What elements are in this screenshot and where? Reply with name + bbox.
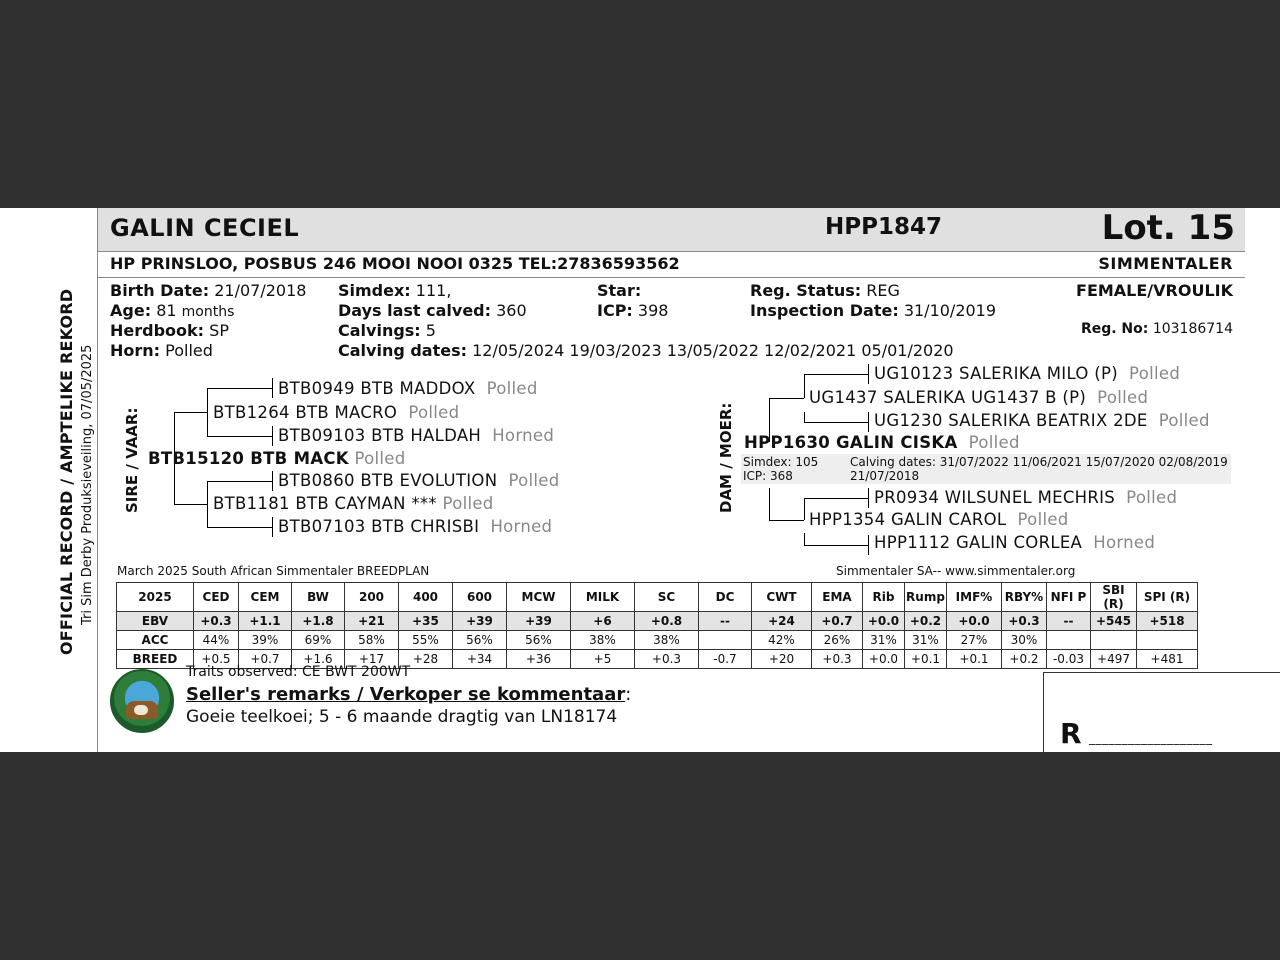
- table-cell: +6: [571, 612, 635, 631]
- table-cell: 55%: [399, 631, 453, 650]
- dam-label: DAM / MOER:: [717, 402, 735, 513]
- price-box: [1043, 672, 1280, 753]
- table-cell: [1137, 631, 1198, 650]
- tree-line: [804, 412, 805, 422]
- sire-sire: BTB1264 BTB MACRO Polled: [213, 403, 460, 422]
- icp: ICP: 398: [597, 301, 669, 320]
- remarks-heading: Seller's remarks / Verkoper se kommentaar:: [186, 684, 632, 705]
- table-cell: 31%: [863, 631, 905, 650]
- traits-observed: Traits observed: CE BWT 200WT: [186, 664, 411, 680]
- table-cell: +0.7: [239, 650, 292, 669]
- table-cell: SBI (R): [1091, 583, 1137, 612]
- table-cell: +20: [752, 650, 812, 669]
- table-cell: CEM: [239, 583, 292, 612]
- official-record-label: OFFICIAL RECORD / AMPTELIKE REKORD: [57, 288, 76, 655]
- table-cell: +0.0: [947, 612, 1002, 631]
- birth-date: Birth Date: 21/07/2018: [110, 281, 307, 300]
- table-cell: BW: [292, 583, 345, 612]
- table-row-label: EBV: [117, 612, 194, 631]
- animal-name: GALIN CECIEL: [110, 214, 300, 242]
- table-cell: +0.2: [905, 612, 947, 631]
- table-cell: +497: [1091, 650, 1137, 669]
- auction-label: Tri Sim Derby Produksieveiling, 07/05/2025: [80, 344, 95, 625]
- tree-line: [769, 520, 804, 521]
- table-cell: 31%: [905, 631, 947, 650]
- calving-dates: Calving dates: 12/05/2024 19/03/2023 13/05/2022 12/02/2021 05/01/2020: [338, 341, 954, 360]
- age: Age: 81 months: [110, 301, 235, 320]
- table-cell: 42%: [752, 631, 812, 650]
- table-cell: EMA: [812, 583, 863, 612]
- table-cell: +545: [1091, 612, 1137, 631]
- table-cell: 38%: [571, 631, 635, 650]
- tree-line: [868, 364, 869, 384]
- tree-line: [804, 498, 805, 520]
- table-cell: --: [1047, 612, 1091, 631]
- tree-line: [207, 388, 272, 389]
- header-bar: [98, 208, 1245, 252]
- reg-no: Reg. No: 103186714: [1080, 321, 1233, 337]
- reg-status: Reg. Status: REG: [750, 281, 900, 300]
- table-cell: --: [699, 612, 752, 631]
- dam-sire-dam: UG1230 SALERIKA BEATRIX 2DE Polled: [874, 411, 1210, 430]
- table-cell: +39: [507, 612, 571, 631]
- table-cell: +1.6: [292, 650, 345, 669]
- table-cell: +36: [507, 650, 571, 669]
- tree-line: [174, 412, 207, 413]
- table-cell: +0.3: [1002, 612, 1047, 631]
- sire: BTB15120 BTB MACK Polled: [148, 449, 406, 468]
- inspection-date: Inspection Date: 31/10/2019: [750, 301, 997, 320]
- ebv-row: [117, 612, 1198, 631]
- table-cell: +518: [1137, 612, 1198, 631]
- sire-sire-dam: BTB09103 BTB HALDAH Horned: [278, 426, 555, 445]
- table-cell: Rib: [863, 583, 905, 612]
- table-header-row: [117, 583, 1198, 612]
- table-cell: DC: [699, 583, 752, 612]
- table-cell: +5: [571, 650, 635, 669]
- table-cell: SC: [635, 583, 699, 612]
- dam-dam: HPP1354 GALIN CAROL Polled: [809, 510, 1069, 529]
- table-cell: +24: [752, 612, 812, 631]
- herdbook: Herdbook: SP: [110, 321, 229, 340]
- sire-sire-sire: BTB0949 BTB MADDOX Polled: [278, 379, 538, 398]
- table-cell: +0.3: [635, 650, 699, 669]
- dam-dam-dam: HPP1112 GALIN CORLEA Horned: [874, 533, 1156, 552]
- acc-row: [117, 631, 1198, 650]
- table-cell: 30%: [1002, 631, 1047, 650]
- table-cell: +1.1: [239, 612, 292, 631]
- table-cell: +0.8: [635, 612, 699, 631]
- table-cell: RBY%: [1002, 583, 1047, 612]
- calvings: Calvings: 5: [338, 321, 436, 340]
- tree-line: [272, 378, 273, 398]
- dam-sire: UG1437 SALERIKA UG1437 B (P) Polled: [809, 388, 1149, 407]
- r-line: ___________________: [1089, 731, 1213, 745]
- table-cell: MILK: [571, 583, 635, 612]
- table-cell: 26%: [812, 631, 863, 650]
- tree-line: [868, 535, 869, 555]
- table-cell: SPI (R): [1137, 583, 1198, 612]
- table-row-label: 2025: [117, 583, 194, 612]
- tree-line: [769, 488, 770, 520]
- tree-line: [272, 517, 273, 537]
- tree-line: [804, 374, 805, 398]
- table-cell: Rump: [905, 583, 947, 612]
- table-cell: 27%: [947, 631, 1002, 650]
- table-cell: 38%: [635, 631, 699, 650]
- table-cell: MCW: [507, 583, 571, 612]
- table-cell: 56%: [453, 631, 507, 650]
- breed-name: SIMMENTALER: [1098, 254, 1233, 273]
- tree-line: [804, 422, 868, 423]
- table-row-label: ACC: [117, 631, 194, 650]
- table-cell: -0.03: [1047, 650, 1091, 669]
- sire-dam: BTB1181 BTB CAYMAN *** Polled: [213, 494, 494, 513]
- table-cell: +35: [399, 612, 453, 631]
- table-cell: 58%: [345, 631, 399, 650]
- table-cell: +0.3: [194, 612, 239, 631]
- table-cell: +0.5: [194, 650, 239, 669]
- table-cell: 44%: [194, 631, 239, 650]
- table-cell: 400: [399, 583, 453, 612]
- table-cell: 56%: [507, 631, 571, 650]
- tree-line: [207, 481, 272, 482]
- table-cell: +1.8: [292, 612, 345, 631]
- dam-sire-sire: UG10123 SALERIKA MILO (P) Polled: [874, 364, 1181, 383]
- table-cell: +34: [453, 650, 507, 669]
- r-label: R: [1060, 717, 1082, 750]
- lot-number: Lot. 15: [1101, 208, 1235, 248]
- tree-line: [174, 504, 207, 505]
- tree-line: [804, 498, 868, 499]
- table-cell: +28: [399, 650, 453, 669]
- table-cell: 69%: [292, 631, 345, 650]
- table-cell: +21: [345, 612, 399, 631]
- table-cell: 39%: [239, 631, 292, 650]
- dam-calving-dates: Calving dates: 31/07/2022 11/06/2021 15/07/2020 02/08/2019: [850, 455, 1228, 469]
- table-cell: +0.0: [863, 612, 905, 631]
- table-cell: CWT: [752, 583, 812, 612]
- table-cell: -0.7: [699, 650, 752, 669]
- tree-line: [272, 426, 273, 446]
- table-cell: +0.1: [905, 650, 947, 669]
- dam-calving-dates-2: 21/07/2018: [850, 469, 920, 483]
- tree-line: [804, 374, 868, 375]
- seller-remarks: Goeie teelkoei; 5 - 6 maande dragtig van LN18174: [186, 707, 618, 727]
- owner-row: [98, 252, 1245, 278]
- sire-dam-sire: BTB0860 BTB EVOLUTION Polled: [278, 471, 560, 490]
- star: Star:: [597, 281, 642, 300]
- dam: HPP1630 GALIN CISKA Polled: [744, 433, 1020, 452]
- tree-line: [804, 533, 805, 545]
- table-cell: +481: [1137, 650, 1198, 669]
- table-cell: [699, 631, 752, 650]
- table-row-label: BREED: [117, 650, 194, 669]
- lot-card: [0, 208, 1280, 752]
- table-cell: CED: [194, 583, 239, 612]
- table-cell: [1091, 631, 1137, 650]
- tree-line: [868, 488, 869, 508]
- breedplan-caption: March 2025 South African Simmentaler BREEDPLAN: [117, 564, 430, 578]
- tree-line: [207, 388, 208, 436]
- table-cell: +0.3: [812, 650, 863, 669]
- divider: [97, 208, 98, 752]
- breedplan-table: [116, 582, 1198, 669]
- dam-icp: ICP: 368: [743, 469, 793, 483]
- owner-details: HP PRINSLOO, POSBUS 246 MOOI NOOI 0325 TEL:27836593562: [110, 254, 680, 273]
- animal-code: HPP1847: [825, 214, 942, 240]
- table-cell: +0.1: [947, 650, 1002, 669]
- tree-line: [207, 527, 272, 528]
- table-cell: 200: [345, 583, 399, 612]
- horn: Horn: Polled: [110, 341, 213, 360]
- tree-line: [769, 398, 804, 399]
- tree-line: [272, 471, 273, 491]
- days-last-calved: Days last calved: 360: [338, 301, 527, 320]
- table-cell: +0.2: [1002, 650, 1047, 669]
- dam-details: [741, 454, 1231, 484]
- sire-dam-dam: BTB07103 BTB CHRISBI Horned: [278, 517, 553, 536]
- table-cell: 600: [453, 583, 507, 612]
- table-cell: NFI P: [1047, 583, 1091, 612]
- table-cell: +17: [345, 650, 399, 669]
- tree-line: [207, 481, 208, 527]
- simdex: Simdex: 111,: [338, 281, 452, 300]
- table-cell: +39: [453, 612, 507, 631]
- table-cell: IMF%: [947, 583, 1002, 612]
- dam-dam-sire: PR0934 WILSUNEL MECHRIS Polled: [874, 488, 1178, 507]
- dam-simdex: Simdex: 105: [743, 455, 819, 469]
- table-cell: [1047, 631, 1091, 650]
- table-cell: +0.7: [812, 612, 863, 631]
- tree-line: [868, 412, 869, 432]
- tree-line: [207, 436, 272, 437]
- tree-line: [804, 545, 868, 546]
- website-caption: Simmentaler SA-- www.simmentaler.org: [836, 564, 1076, 578]
- sex: FEMALE/VROULIK: [1076, 281, 1233, 300]
- table-cell: +0.0: [863, 650, 905, 669]
- sire-label: SIRE / VAAR:: [123, 407, 141, 513]
- simmentaler-logo: [110, 669, 174, 733]
